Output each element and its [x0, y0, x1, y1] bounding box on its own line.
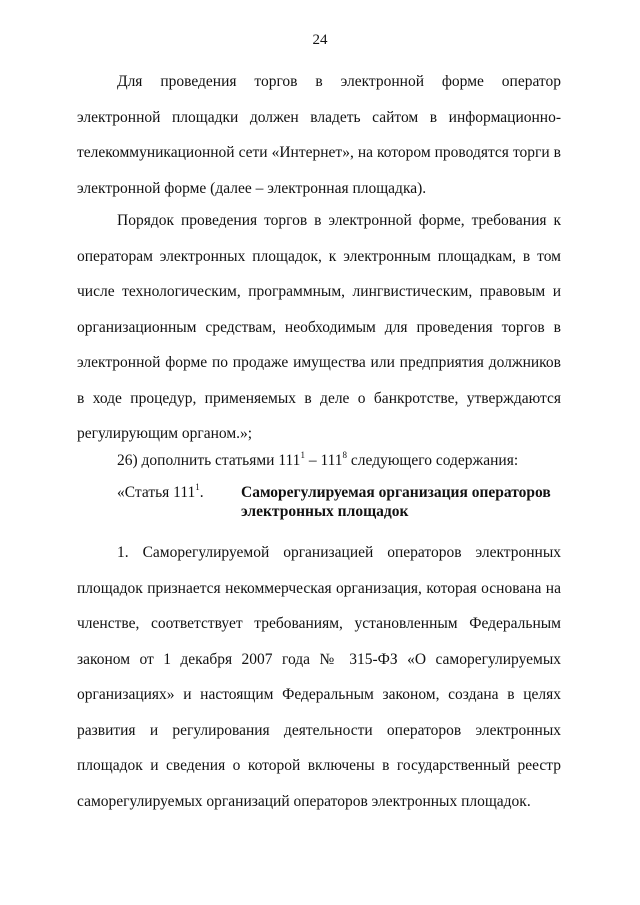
item-middle: – 111 — [304, 452, 343, 469]
item-prefix: 26) дополнить статьями 111 — [117, 452, 301, 469]
item-superscript-1: 1 — [300, 449, 305, 460]
page-number: 24 — [312, 32, 328, 48]
paragraph-text: 1. Саморегулируемой организацией операторов электронных площадок признается некоммерческая организация, которая основана на членстве, соответствует требованиям, установленным Федеральным законом от 1 декабря 2007 года № 315-ФЗ «О саморегулируемых организациях» и настоящим Федеральным законом, создана в целях развития и регулирования деятельности операторов электронных площадок и сведения о которой включены в государственный реестр саморегулируемых организаций операторов электронных площадок. — [77, 544, 561, 810]
amendment-item-text — [77, 443, 561, 479]
item-superscript-2: 8 — [342, 449, 348, 460]
paragraph-electronic-platform-definition — [77, 64, 561, 206]
article-label-suffix: . — [199, 484, 204, 501]
article-label-superscript: 1 — [195, 481, 200, 492]
paragraph-trading-procedure — [77, 203, 561, 452]
item-suffix: следующего содержания: — [347, 452, 519, 469]
article-label-prefix: «Статья 111 — [117, 484, 196, 501]
article-title-line-2: электронных площадок — [241, 503, 409, 520]
paragraph-text: Для проведения торгов в электронной форме оператор электронной площадки должен владеть сайтом в информационно-телекоммуникационной сети «Интернет», на котором проводятся торги в электронной форме (далее – электронная площадка). — [77, 73, 561, 197]
article-label — [117, 483, 204, 502]
article-title — [241, 483, 561, 521]
amendment-item-26 — [77, 443, 561, 479]
article-title-line-1: Саморегулируемая организация операторов — [241, 484, 551, 501]
paragraph-text: Порядок проведения торгов в электронной форме, требования к операторам электронных площадок, к электронным площадкам, в том числе технологическим, программным, лингвистическим, правовым и организационным средствам, необходимым для проведения торгов в электронной форме по продаже имущества или предприятия должников в ходе процедур, применяемых в деле о банкротстве, утверждаются регулирующим органом.»; — [77, 212, 561, 442]
paragraph-sro-definition — [77, 535, 561, 819]
